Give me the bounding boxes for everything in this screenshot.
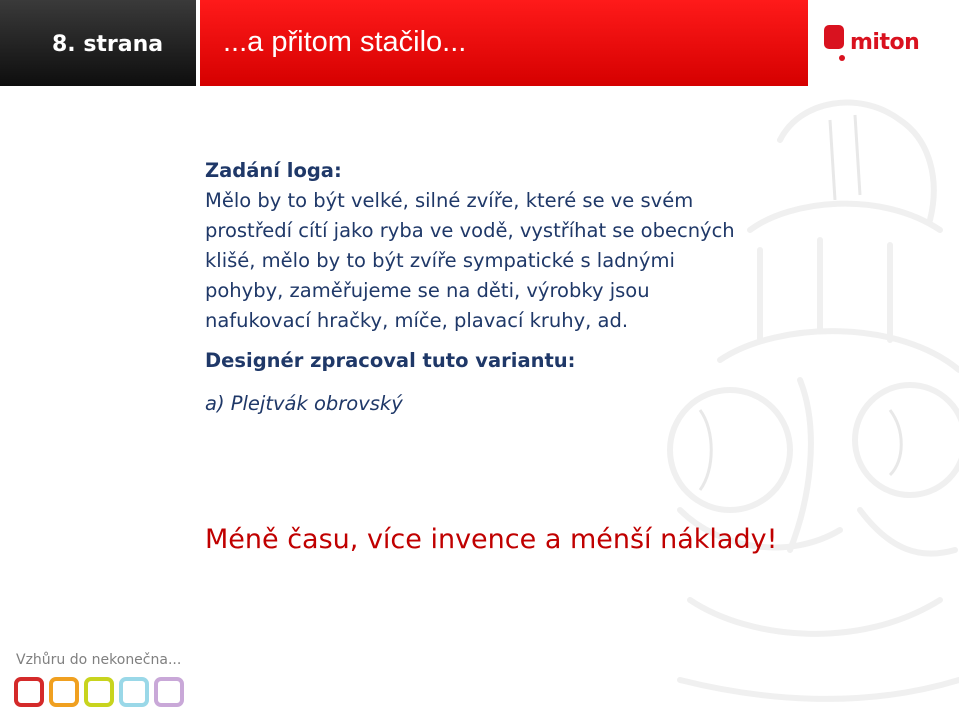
square-lavender-icon bbox=[154, 677, 184, 707]
slide-title-bar bbox=[200, 0, 808, 86]
variant-line: a) Plejtvák obrovský bbox=[205, 392, 403, 415]
footer-tagline: Vzhůru do nekonečna... bbox=[16, 652, 182, 668]
square-yellow-green-icon bbox=[84, 677, 114, 707]
footer-color-squares bbox=[14, 677, 189, 709]
paragraph-line: prostředí cítí jako ryba ve vodě, vystříhat se obecných bbox=[205, 219, 735, 242]
logo-text: miton bbox=[850, 30, 920, 55]
paragraph-line: Mělo by to být velké, silné zvíře, které se ve svém bbox=[205, 189, 694, 212]
paragraph-line: pohyby, zaměřujeme se na děti, výrobky jsou bbox=[205, 279, 650, 302]
miton-logo bbox=[823, 24, 943, 64]
slide-content bbox=[205, 156, 825, 419]
designer-line: Designér zpracoval tuto variantu: bbox=[205, 349, 576, 372]
page-number-label: 8. strana bbox=[0, 0, 196, 86]
paragraph-line: nafukovací hračky, míče, plavací kruhy, ad. bbox=[205, 309, 629, 332]
paragraph-line: klišé, mělo by to být zvíře sympatické s ladnými bbox=[205, 249, 675, 272]
slogan: Méně času, více invence a ménší náklady! bbox=[205, 524, 778, 555]
slide-title: ...a přitom stačilo... bbox=[223, 26, 467, 58]
square-orange-icon bbox=[49, 677, 79, 707]
assignment-heading: Zadání loga: bbox=[205, 159, 342, 182]
logo-mark-icon bbox=[823, 24, 845, 62]
square-red-icon bbox=[14, 677, 44, 707]
assignment-paragraph bbox=[205, 186, 825, 336]
square-light-blue-icon bbox=[119, 677, 149, 707]
